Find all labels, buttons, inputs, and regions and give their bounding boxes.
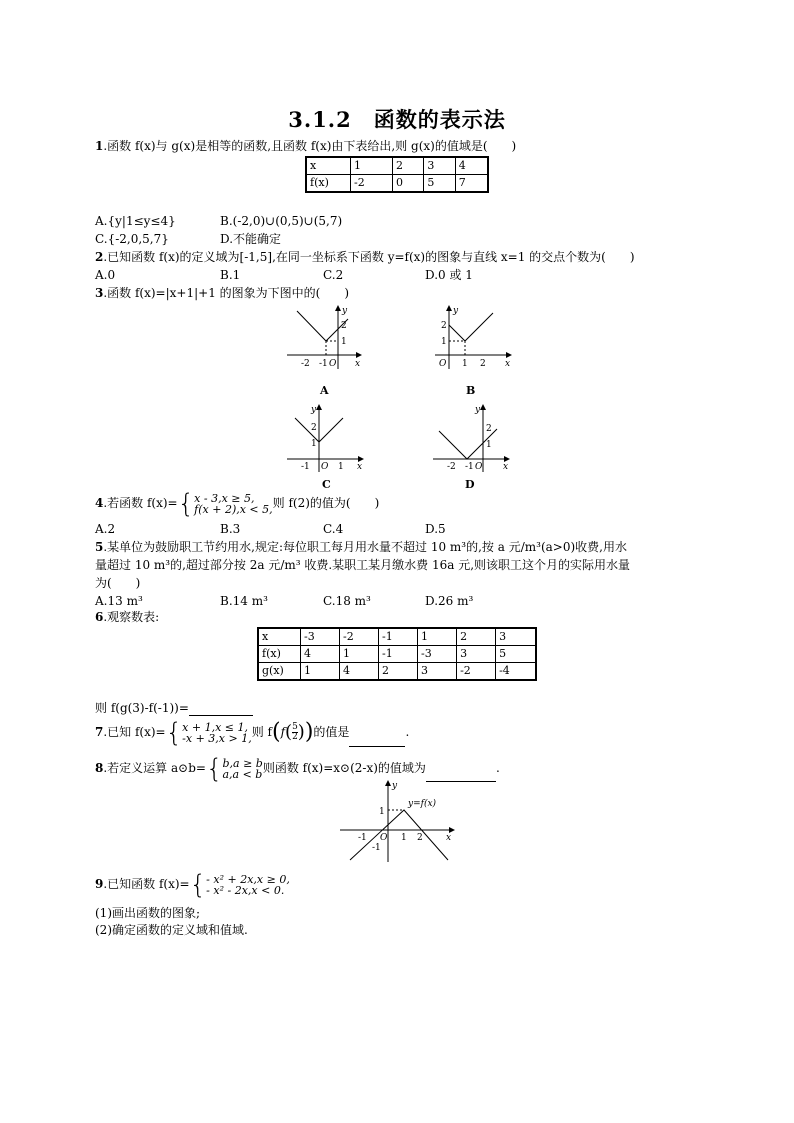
q2-number: 2 bbox=[95, 250, 104, 264]
table-row bbox=[258, 663, 536, 681]
table-row bbox=[258, 628, 536, 646]
origin-label: O bbox=[321, 462, 329, 472]
q8-case-2: a,a < b bbox=[222, 767, 263, 781]
q3-graph-b-label: B bbox=[466, 384, 476, 397]
q4-option-d: D.5 bbox=[425, 522, 446, 536]
table-cell: -2 bbox=[340, 628, 379, 646]
table-cell: f(x) bbox=[258, 646, 301, 663]
table-cell: g(x) bbox=[258, 663, 301, 681]
q9-case-1: - x² + 2x,x ≥ 0, bbox=[206, 872, 290, 886]
table-cell: -2 bbox=[351, 175, 393, 193]
q7-case-1: x + 1,x ≤ 1, bbox=[182, 720, 248, 734]
tick-label: 1 bbox=[401, 833, 407, 843]
q4-stem bbox=[95, 488, 380, 519]
frac-denominator: 2 bbox=[292, 732, 298, 742]
table-cell: 1 bbox=[418, 628, 457, 646]
table-row bbox=[258, 646, 536, 663]
q9-number: 9 bbox=[95, 877, 104, 891]
q7-text-mid: 则 f bbox=[251, 725, 272, 739]
paren-close-inner: ) bbox=[297, 721, 305, 743]
q5-option-b: B.14 m³ bbox=[220, 594, 268, 608]
table-cell: -2 bbox=[457, 663, 496, 681]
q2-option-a: A.0 bbox=[95, 268, 116, 282]
tick-label: 1 bbox=[486, 440, 492, 450]
y-axis-label: y bbox=[392, 781, 398, 791]
q6-question-text: 则 f(g(3)-f(-1))= bbox=[95, 701, 189, 715]
q3-number: 3 bbox=[95, 286, 104, 300]
table-cell: 5 bbox=[424, 175, 455, 193]
q8-number: 8 bbox=[95, 761, 104, 775]
tick-label: 1 bbox=[441, 337, 447, 347]
x-axis-label: x bbox=[355, 359, 361, 369]
table-cell: -3 bbox=[418, 646, 457, 663]
table-cell: -1 bbox=[379, 646, 418, 663]
q9-case-2: - x² - 2x,x < 0. bbox=[206, 883, 285, 897]
tick-label: 2 bbox=[311, 423, 317, 433]
q1-option-a: A.{y|1≤y≤4} bbox=[95, 214, 176, 228]
table-cell: -3 bbox=[301, 628, 340, 646]
table-cell: 1 bbox=[340, 646, 379, 663]
y-axis-label: y bbox=[342, 306, 348, 316]
table-cell: 0 bbox=[392, 175, 423, 193]
tick-label: 1 bbox=[462, 359, 468, 369]
table-cell: -4 bbox=[496, 663, 536, 681]
y-axis-label: y bbox=[311, 405, 317, 415]
q6-stem bbox=[95, 609, 159, 625]
q6-table bbox=[257, 627, 537, 681]
tick-label: 2 bbox=[417, 833, 423, 843]
q7-text-pre: .已知 f(x)= bbox=[103, 725, 166, 739]
x-axis-label: x bbox=[357, 462, 363, 472]
tick-label: 2 bbox=[486, 424, 492, 434]
q1-stem bbox=[95, 138, 516, 154]
q7-case-2: -x + 3,x > 1, bbox=[182, 731, 252, 745]
q5-option-a: A.13 m³ bbox=[95, 594, 143, 608]
q9-cases bbox=[206, 874, 290, 896]
q4-case-2: f(x + 2),x < 5, bbox=[194, 502, 273, 516]
q1-text: .函数 f(x)与 g(x)是相等的函数,且函数 f(x)由下表给出,则 g(x)的值域是( ) bbox=[103, 139, 517, 153]
q5-number: 5 bbox=[95, 540, 104, 554]
tick-label: -1 bbox=[372, 843, 381, 853]
tick-label: 2 bbox=[341, 321, 347, 331]
q9-stem bbox=[95, 870, 290, 898]
q4-option-c: C.4 bbox=[323, 522, 344, 536]
q5-line-2: 量超过 10 m³的,超过部分按 2a 元/m³ 收费.某职工某月缴水费 16a 元,则该职工这个月的实际用水量 bbox=[95, 558, 631, 572]
q6-number: 6 bbox=[95, 610, 104, 624]
origin-label: O bbox=[380, 833, 388, 843]
q3-graph-c bbox=[285, 402, 367, 474]
answer-blank[interactable] bbox=[189, 701, 253, 716]
q8-case-1: b,a ≥ b bbox=[222, 756, 263, 770]
paren-close: ) bbox=[304, 719, 314, 745]
x-axis-label: x bbox=[505, 359, 511, 369]
tick-label: 1 bbox=[341, 337, 347, 347]
table-cell: 3 bbox=[496, 628, 536, 646]
q8-cases bbox=[222, 758, 262, 780]
q8-text-pre: .若定义运算 a⊙b= bbox=[103, 761, 206, 775]
q1-number: 1 bbox=[95, 139, 104, 153]
table-cell: 2 bbox=[457, 628, 496, 646]
q2-text: .已知函数 f(x)的定义域为[-1,5],在同一坐标系下函数 y=f(x)的图象与直线 x=1 的交点个数为( ) bbox=[103, 250, 635, 264]
table-cell: 3 bbox=[424, 157, 455, 175]
tick-label: 2 bbox=[441, 321, 447, 331]
q2-option-d: D.0 或 1 bbox=[425, 268, 473, 282]
q2-stem bbox=[95, 249, 635, 265]
q4-text-pre: .若函数 f(x)= bbox=[103, 496, 178, 510]
table-cell: 2 bbox=[392, 157, 423, 175]
tick-label: 1 bbox=[379, 807, 385, 817]
q3-graph-a-label: A bbox=[320, 384, 329, 397]
q7-cases bbox=[182, 722, 252, 744]
answer-blank[interactable] bbox=[349, 732, 405, 747]
x-axis-label: x bbox=[503, 462, 509, 472]
table-row bbox=[306, 157, 488, 175]
graph-line bbox=[449, 313, 493, 341]
brace-symbol: { bbox=[165, 717, 183, 748]
q3-text: .函数 f(x)=|x+1|+1 的图象为下图中的( ) bbox=[103, 286, 350, 300]
q2-option-c: C.2 bbox=[323, 268, 344, 282]
q1-option-d: D.不能确定 bbox=[220, 232, 282, 246]
q3-graph-d bbox=[431, 402, 513, 474]
q6-text: .观察数表: bbox=[103, 610, 160, 624]
origin-label: O bbox=[475, 462, 483, 472]
q9-text-pre: .已知函数 f(x)= bbox=[103, 877, 190, 891]
tick-label: 2 bbox=[480, 359, 486, 369]
q8-stem: 8.若定义运算 a⊙b={b,a ≥ b a,a < b则函数 f(x)=x⊙(2-x)的值域为 . bbox=[95, 753, 500, 784]
table-cell: 1 bbox=[351, 157, 393, 175]
tick-label: -1 bbox=[301, 462, 310, 472]
q4-option-b: B.3 bbox=[220, 522, 241, 536]
origin-label: O bbox=[329, 359, 337, 369]
table-cell: 4 bbox=[455, 157, 488, 175]
q1-option-c: C.{-2,0,5,7} bbox=[95, 232, 169, 246]
q6-question bbox=[95, 700, 253, 716]
page-title: 3.1.2 函数的表示法 bbox=[288, 107, 506, 132]
table-cell: 3 bbox=[418, 663, 457, 681]
q5-text-1: .某单位为鼓励职工节约用水,规定:每位职工每月用水量不超过 10 m³的,按 a 元/m³(a>0)收费,用水 bbox=[103, 540, 627, 554]
table-cell: 1 bbox=[301, 663, 340, 681]
tick-label: 1 bbox=[338, 462, 344, 472]
q4-cases bbox=[194, 493, 272, 515]
q4-number: 4 bbox=[95, 496, 104, 510]
tick-label: -1 bbox=[358, 833, 367, 843]
brace-symbol: { bbox=[189, 869, 207, 900]
tick-label: -1 bbox=[319, 359, 328, 369]
q5-line-3: 为( ) bbox=[95, 576, 141, 590]
tick-label: -2 bbox=[447, 462, 456, 472]
table-cell: x bbox=[258, 628, 301, 646]
table-row bbox=[306, 175, 488, 193]
q8-text-post: 则函数 f(x)=x⊙(2-x)的值域为 bbox=[262, 761, 426, 775]
table-cell: f(x) bbox=[306, 175, 351, 193]
frac-numerator: 5 bbox=[292, 722, 298, 732]
q4-option-a: A.2 bbox=[95, 522, 116, 536]
y-axis-label: y bbox=[475, 405, 481, 415]
brace-symbol: { bbox=[205, 753, 223, 784]
table-cell: -1 bbox=[379, 628, 418, 646]
table-cell: 2 bbox=[379, 663, 418, 681]
tick-label: -2 bbox=[301, 359, 310, 369]
paren-open: ( bbox=[271, 719, 281, 745]
q4-case-1: x - 3,x ≥ 5, bbox=[194, 491, 255, 505]
x-axis-label: x bbox=[446, 833, 452, 843]
q4-text-post: 则 f(2)的值为( ) bbox=[272, 496, 380, 510]
table-cell: 4 bbox=[301, 646, 340, 663]
q5-option-c: C.18 m³ bbox=[323, 594, 371, 608]
q7-stem: 7.已知 f(x)={x + 1,x ≤ 1, -x + 3,x > 1,则 $f(f(\frac{5}{2}$ ))的值是 . bbox=[95, 717, 410, 748]
q5-option-d: D.26 m³ bbox=[425, 594, 474, 608]
table-cell: 5 bbox=[496, 646, 536, 663]
q1-option-b: B.(-2,0)∪(0,5)∪(5,7) bbox=[220, 214, 343, 228]
q8-graph bbox=[338, 778, 458, 864]
q9-part-1: (1)画出函数的图象; bbox=[95, 906, 201, 920]
q7-number: 7 bbox=[95, 725, 104, 739]
paren-open-inner: ( bbox=[285, 721, 293, 743]
tick-label: -1 bbox=[465, 462, 474, 472]
q5-line-1 bbox=[95, 539, 627, 555]
y-axis-label: y bbox=[453, 306, 459, 316]
graph-function-label: y=f(x) bbox=[408, 799, 437, 809]
q7-text-post: 的值是 bbox=[313, 725, 350, 739]
tick-label: 1 bbox=[311, 439, 317, 449]
q3-graph-d-label: D bbox=[465, 478, 475, 491]
q3-graph-b bbox=[433, 303, 515, 373]
table-cell: 7 bbox=[455, 175, 488, 193]
table-cell: x bbox=[306, 157, 351, 175]
q3-graph-c-label: C bbox=[322, 478, 331, 491]
q9-part-2: (2)确定函数的定义域和值域. bbox=[95, 923, 248, 937]
q3-graph-a bbox=[283, 303, 365, 373]
q1-table bbox=[305, 156, 489, 193]
q2-option-b: B.1 bbox=[220, 268, 241, 282]
table-cell: 4 bbox=[340, 663, 379, 681]
q3-stem bbox=[95, 285, 349, 301]
brace-symbol: { bbox=[177, 488, 195, 519]
table-cell: 3 bbox=[457, 646, 496, 663]
origin-label: O bbox=[439, 359, 447, 369]
